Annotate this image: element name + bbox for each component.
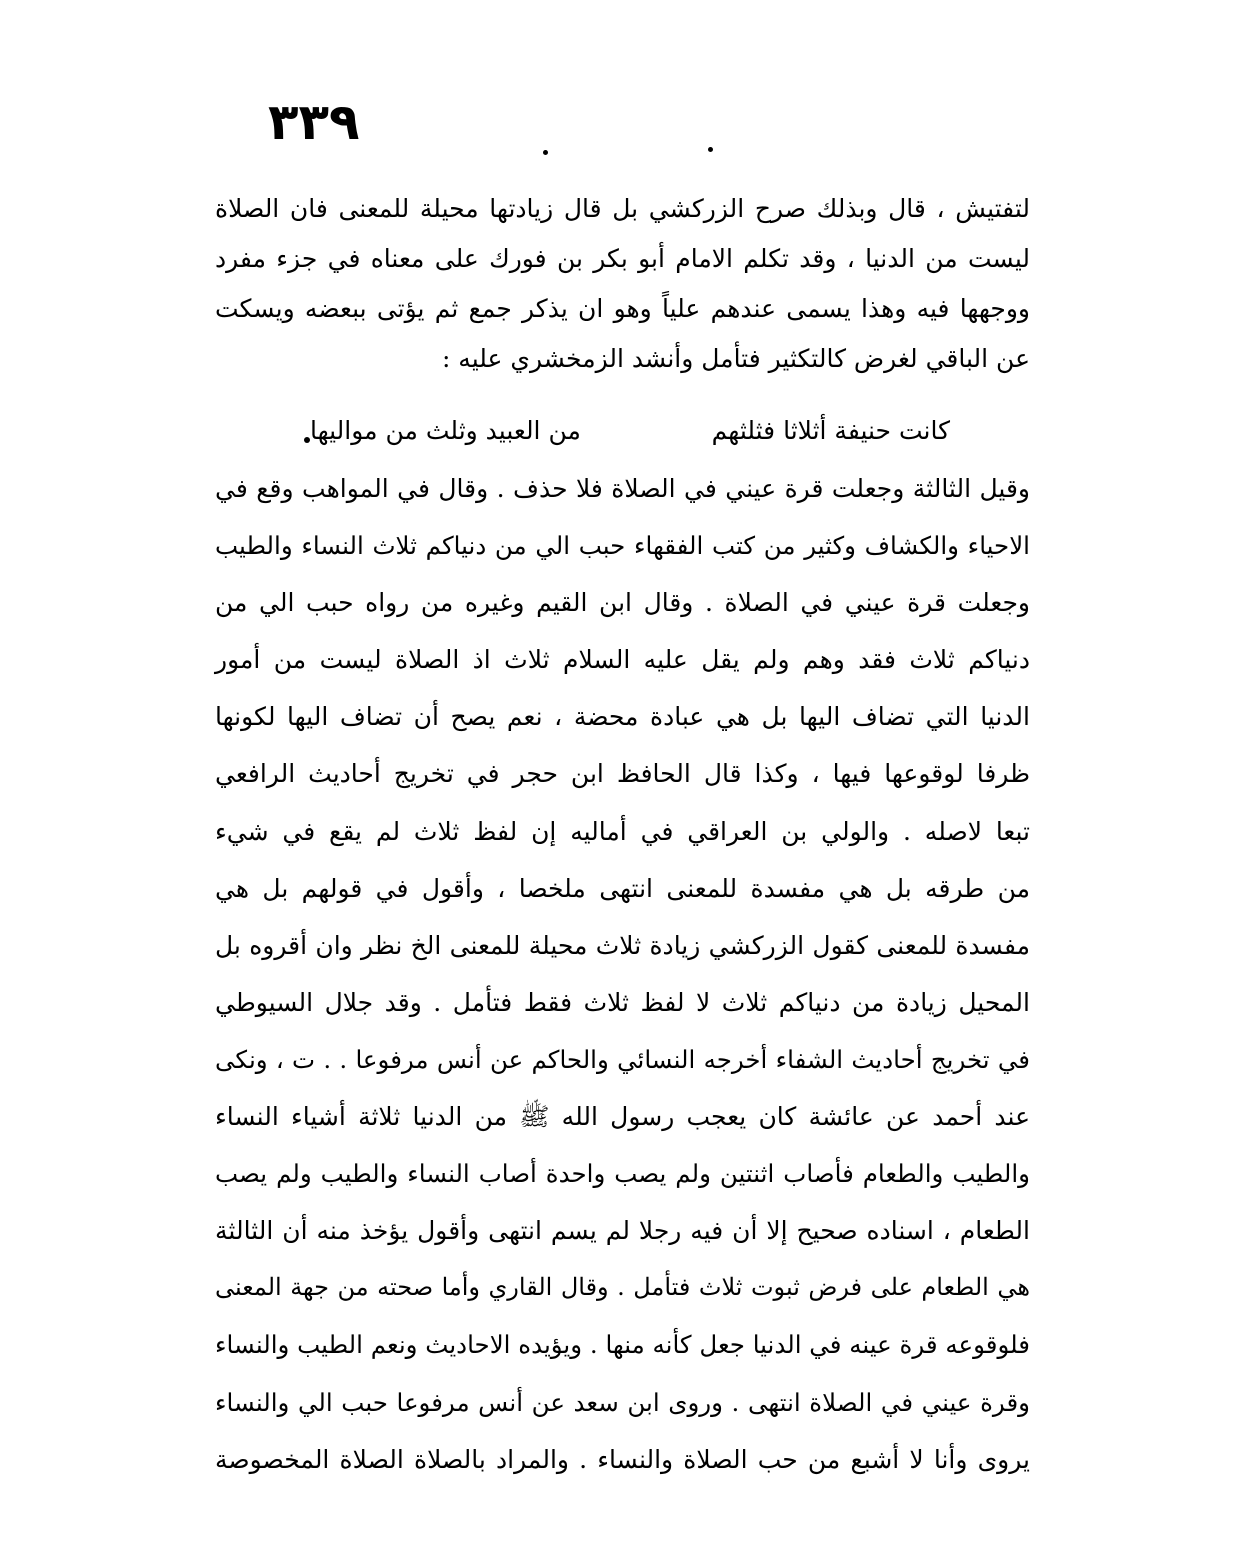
text-line: وقيل الثالثة وجعلت قرة عيني في الصلاة فلا حذف . وقال في المواهب وقع في xyxy=(215,474,1030,503)
decorative-dot xyxy=(543,150,548,155)
verse-left-hemistich: من العبيد وثلث من مواليها xyxy=(310,416,581,445)
text-line: ظرفا لوقوعها فيها ، وكذا قال الحافظ ابن حجر في تخريج أحاديث الرافعي xyxy=(215,759,1030,789)
text-line: والطيب والطعام فأصاب اثنتين ولم يصب واحدة أصاب النساء والطيب ولم يصب xyxy=(215,1159,1030,1189)
text-line: ووجهها فيه وهذا يسمى عندهم علياً وهو ان يذكر جمع ثم يؤتى ببعضه ويسكت xyxy=(215,294,1030,323)
text-line: وجعلت قرة عيني في الصلاة . وقال ابن القيم وغيره من رواه حبب الي من xyxy=(215,588,1030,618)
text-line: هي الطعام على فرض ثبوت ثلاث فتأمل . وقال القاري وأما صحته من جهة المعنى xyxy=(215,1273,1030,1302)
text-line: الطعام ، اسناده صحيح إلا أن فيه رجلا لم يسم انتهى وأقول يؤخذ منه أن الثالثة xyxy=(215,1216,1030,1246)
text-line: تبعا لاصله . والولي بن العراقي في أماليه إن لفظ ثلاث لم يقع في شيء xyxy=(215,816,1030,846)
text-line: وقرة عيني في الصلاة انتهى . وروى ابن سعد عن أنس مرفوعا حبب الي والنساء xyxy=(215,1387,1030,1417)
text-line: ليست من الدنيا ، وقد تكلم الامام أبو بكر بن فورك على معناه في جزء مفرد xyxy=(215,244,1030,273)
text-line: يروى وأنا لا أشبع من حب الصلاة والنساء . والمراد بالصلاة الصلاة المخصوصة xyxy=(215,1444,1030,1474)
decorative-dot xyxy=(708,147,713,152)
text-line: في تخريج أحاديث الشفاء أخرجه النسائي والحاكم عن أنس مرفوعا . . ت ، ونكى xyxy=(215,1044,1030,1074)
text-line: لتفتيش ، قال وبذلك صرح الزركشي بل قال زيادتها محيلة للمعنى فان الصلاة xyxy=(215,194,1030,223)
text-line: فلوقوعه قرة عينه في الدنيا جعل كأنه منها . ويؤيده الاحاديث ونعم الطيب والنساء xyxy=(215,1330,1030,1360)
verse-marker-dot xyxy=(304,437,310,443)
text-line: الاحياء والكشاف وكثير من كتب الفقهاء حبب الي من دنياكم ثلاث النساء والطيب xyxy=(215,531,1030,561)
paragraph-1 xyxy=(215,184,1030,384)
text-line: عند أحمد عن عائشة كان يعجب رسول الله ﷺ من الدنيا ثلاثة أشياء النساء xyxy=(215,1102,1030,1132)
poetry-verse xyxy=(310,408,950,454)
verse-right-hemistich: كانت حنيفة أثلاثا فثلثهم xyxy=(711,416,950,445)
paragraph-2 xyxy=(215,460,1030,1488)
page-number: ٣٣٩ xyxy=(268,93,360,151)
text-line: دنياكم ثلاث فقد وهم ولم يقل عليه السلام ثلاث اذ الصلاة ليست من أمور xyxy=(215,645,1030,675)
text-line: الدنيا التي تضاف اليها بل هي عبادة محضة ، نعم يصح أن تضاف اليها لكونها xyxy=(215,702,1030,732)
text-line: المحيل زيادة من دنياكم ثلاث لا لفظ ثلاث فقط فتأمل . وقد جلال السيوطي xyxy=(215,987,1030,1017)
text-line: مفسدة للمعنى كقول الزركشي زيادة ثلاث محيلة للمعنى الخ نظر وان أقروه بل xyxy=(215,930,1030,960)
text-line: من طرقه بل هي مفسدة للمعنى انتهى ملخصا ، وأقول في قولهم بل هي xyxy=(215,873,1030,903)
text-line: عن الباقي لغرض كالتكثير فتأمل وأنشد الزمخشري عليه : xyxy=(441,344,1030,373)
